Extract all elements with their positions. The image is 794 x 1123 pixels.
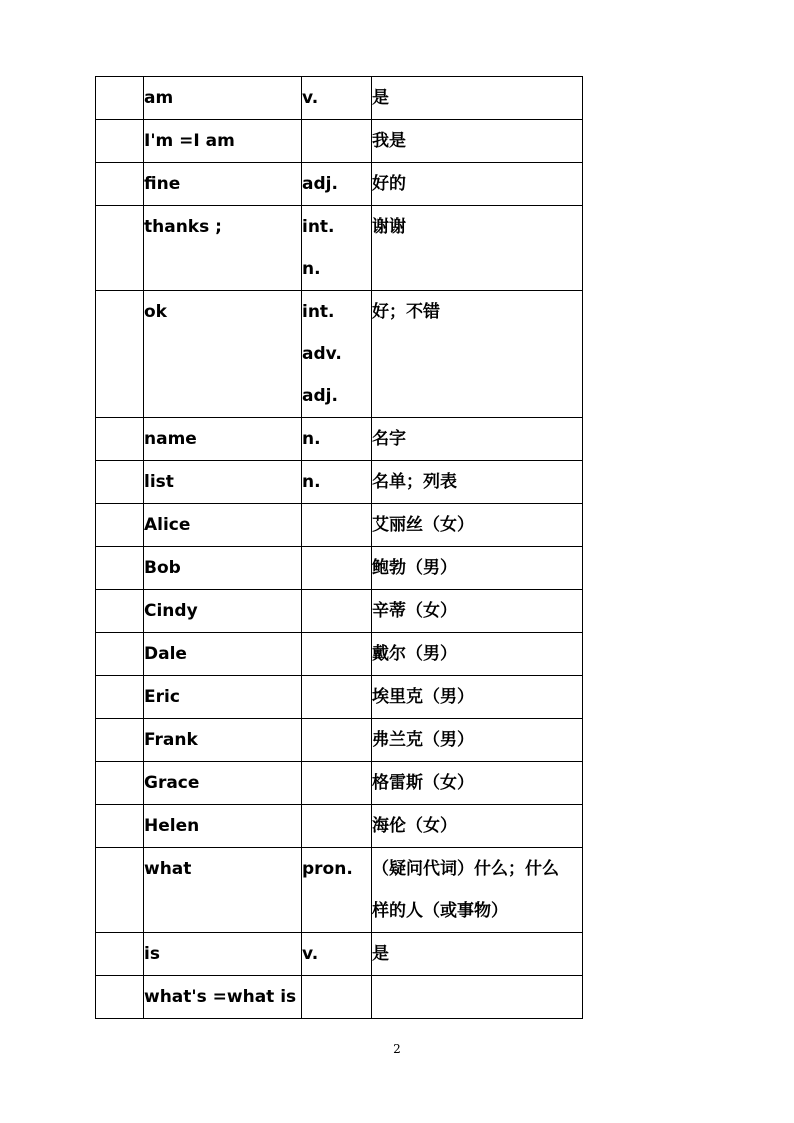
table-row xyxy=(96,77,583,120)
part-of-speech-cell xyxy=(302,676,372,719)
meaning-cell xyxy=(372,163,583,206)
index-cell xyxy=(96,590,144,633)
word-text: Frank xyxy=(144,730,198,750)
table-row xyxy=(96,120,583,163)
meaning-cell xyxy=(372,762,583,805)
meaning-text: 海伦（女） xyxy=(372,816,457,836)
meaning-cell xyxy=(372,933,583,976)
word-text: is xyxy=(144,944,160,964)
meaning-cell xyxy=(372,976,583,1019)
part-of-speech-text: adj. xyxy=(302,174,338,194)
vocabulary-table xyxy=(95,76,583,1019)
index-cell xyxy=(96,976,144,1019)
part-of-speech-text: adj. xyxy=(302,386,338,406)
word-text: am xyxy=(144,88,174,108)
table-row xyxy=(96,676,583,719)
word-cell xyxy=(144,805,302,848)
meaning-cell xyxy=(372,461,583,504)
word-text: what xyxy=(144,859,192,879)
meaning-text: 我是 xyxy=(372,131,406,151)
index-cell xyxy=(96,547,144,590)
part-of-speech-cell xyxy=(302,461,372,504)
word-text: name xyxy=(144,429,197,449)
index-cell xyxy=(96,291,144,418)
table-row xyxy=(96,805,583,848)
part-of-speech-cell xyxy=(302,418,372,461)
index-cell xyxy=(96,805,144,848)
part-of-speech-text: n. xyxy=(302,259,321,279)
word-cell xyxy=(144,504,302,547)
index-cell xyxy=(96,762,144,805)
meaning-cell xyxy=(372,120,583,163)
word-text: Eric xyxy=(144,687,180,707)
part-of-speech-cell xyxy=(302,719,372,762)
meaning-text: 好；不错 xyxy=(372,302,440,322)
meaning-cell xyxy=(372,633,583,676)
part-of-speech-cell xyxy=(302,933,372,976)
index-cell xyxy=(96,933,144,976)
part-of-speech-text: n. xyxy=(302,472,321,492)
word-text: ok xyxy=(144,302,167,322)
meaning-text: 好的 xyxy=(372,174,406,194)
index-cell xyxy=(96,418,144,461)
meaning-text: 埃里克（男） xyxy=(372,687,474,707)
index-cell xyxy=(96,719,144,762)
word-cell xyxy=(144,719,302,762)
meaning-text: 弗兰克（男） xyxy=(372,730,474,750)
index-cell xyxy=(96,504,144,547)
part-of-speech-text: n. xyxy=(302,429,321,449)
table-row xyxy=(96,633,583,676)
word-cell xyxy=(144,418,302,461)
page-number: 2 xyxy=(393,1042,401,1056)
meaning-cell xyxy=(372,590,583,633)
word-text: thanks ; xyxy=(144,217,222,237)
part-of-speech-cell xyxy=(302,805,372,848)
word-cell xyxy=(144,120,302,163)
word-text: fine xyxy=(144,174,181,194)
index-cell xyxy=(96,163,144,206)
part-of-speech-cell xyxy=(302,291,372,418)
meaning-text: （疑问代词）什么；什么 xyxy=(372,859,559,879)
part-of-speech-text: v. xyxy=(302,944,319,964)
word-cell xyxy=(144,848,302,933)
word-text: Bob xyxy=(144,558,181,578)
word-cell xyxy=(144,676,302,719)
meaning-cell xyxy=(372,206,583,291)
table-row xyxy=(96,848,583,933)
meaning-text: 辛蒂（女） xyxy=(372,601,457,621)
part-of-speech-cell xyxy=(302,762,372,805)
meaning-cell xyxy=(372,547,583,590)
table-row xyxy=(96,291,583,418)
table-row xyxy=(96,418,583,461)
word-cell xyxy=(144,933,302,976)
meaning-text: 戴尔（男） xyxy=(372,644,457,664)
index-cell xyxy=(96,206,144,291)
part-of-speech-cell xyxy=(302,77,372,120)
table-row xyxy=(96,504,583,547)
index-cell xyxy=(96,77,144,120)
index-cell xyxy=(96,120,144,163)
meaning-text: 是 xyxy=(372,88,389,108)
word-cell xyxy=(144,206,302,291)
table-row xyxy=(96,762,583,805)
part-of-speech-text: adv. xyxy=(302,344,342,364)
part-of-speech-text: pron. xyxy=(302,859,353,879)
part-of-speech-cell xyxy=(302,120,372,163)
part-of-speech-cell xyxy=(302,206,372,291)
word-text: what's =what is xyxy=(144,987,297,1007)
index-cell xyxy=(96,461,144,504)
word-text: I'm =I am xyxy=(144,131,235,151)
meaning-cell xyxy=(372,676,583,719)
part-of-speech-cell xyxy=(302,633,372,676)
word-text: Cindy xyxy=(144,601,198,621)
meaning-text: 鲍勃（男） xyxy=(372,558,457,578)
word-text: Dale xyxy=(144,644,187,664)
word-cell xyxy=(144,547,302,590)
meaning-text: 格雷斯（女） xyxy=(372,773,474,793)
index-cell xyxy=(96,848,144,933)
table-row xyxy=(96,206,583,291)
part-of-speech-cell xyxy=(302,590,372,633)
word-text: list xyxy=(144,472,174,492)
meaning-text: 艾丽丝（女） xyxy=(372,515,474,535)
part-of-speech-cell xyxy=(302,848,372,933)
vocabulary-table-body xyxy=(96,77,583,1019)
meaning-text: 是 xyxy=(372,944,389,964)
word-cell xyxy=(144,163,302,206)
word-text: Alice xyxy=(144,515,191,535)
word-text: Helen xyxy=(144,816,200,836)
table-row xyxy=(96,933,583,976)
word-cell xyxy=(144,762,302,805)
table-row xyxy=(96,547,583,590)
word-text: Grace xyxy=(144,773,200,793)
meaning-cell xyxy=(372,805,583,848)
meaning-cell xyxy=(372,848,583,933)
meaning-cell xyxy=(372,418,583,461)
word-cell xyxy=(144,461,302,504)
word-cell xyxy=(144,633,302,676)
part-of-speech-cell xyxy=(302,504,372,547)
word-cell xyxy=(144,291,302,418)
word-cell xyxy=(144,77,302,120)
part-of-speech-text: v. xyxy=(302,88,319,108)
word-cell xyxy=(144,976,302,1019)
meaning-cell xyxy=(372,77,583,120)
part-of-speech-text: int. xyxy=(302,302,335,322)
meaning-text: 谢谢 xyxy=(372,217,406,237)
meaning-cell xyxy=(372,291,583,418)
meaning-text: 名字 xyxy=(372,429,406,449)
table-row xyxy=(96,719,583,762)
part-of-speech-cell xyxy=(302,976,372,1019)
table-row xyxy=(96,461,583,504)
meaning-cell xyxy=(372,504,583,547)
meaning-text: 样的人（或事物） xyxy=(372,901,508,921)
part-of-speech-cell xyxy=(302,547,372,590)
table-row xyxy=(96,590,583,633)
word-cell xyxy=(144,590,302,633)
meaning-text: 名单；列表 xyxy=(372,472,457,492)
index-cell xyxy=(96,633,144,676)
part-of-speech-text: int. xyxy=(302,217,335,237)
table-row xyxy=(96,976,583,1019)
part-of-speech-cell xyxy=(302,163,372,206)
meaning-cell xyxy=(372,719,583,762)
index-cell xyxy=(96,676,144,719)
table-row xyxy=(96,163,583,206)
